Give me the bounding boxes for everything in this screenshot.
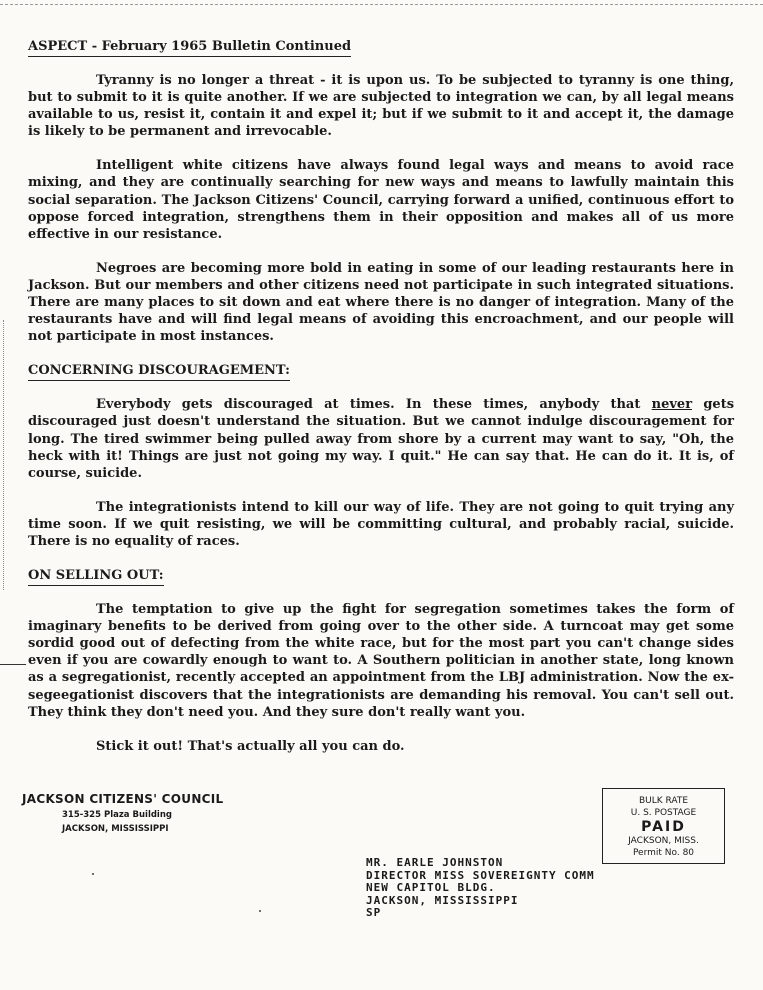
paragraph-integrationists: The integrationists intend to kill our way of life. They are not going to quit trying any time soon. If we quit resisting, we will be committing cultural, and probably racial, suicide. There is no equality of races. (28, 499, 734, 549)
address-line: JACKSON, MISSISSIPPI (366, 893, 519, 907)
bulletin-title: ASPECT - February 1965 Bulletin Continued (28, 38, 351, 57)
indicia-line: BULK RATE (638, 796, 689, 806)
indicia-paid: PAID (641, 819, 686, 835)
text-run: Everybody gets discouraged at times. In these times, anybody that (96, 397, 641, 413)
postage-indicia (602, 788, 725, 864)
margin-mark (0, 664, 26, 665)
section-heading-discouragement: CONCERNING DISCOURAGEMENT: (28, 362, 290, 381)
sender-block (22, 792, 224, 834)
address-line: MR. EARLE JOHNSTON (366, 856, 504, 869)
paragraph-closing: Stick it out! That's actually all you can do. (96, 738, 405, 754)
title-row (28, 38, 734, 55)
address-line: NEW CAPITOL BLDG. (366, 881, 496, 894)
top-border-rule (0, 4, 763, 5)
spacer (28, 379, 734, 396)
indicia-line: Permit No. 80 (632, 848, 695, 858)
address-line: DIRECTOR MISS SOVEREIGNTY COMM (366, 868, 595, 882)
spacer (28, 584, 734, 601)
scan-speck (259, 910, 261, 912)
sender-address-line: 315-325 Plaza Building (62, 810, 172, 820)
paragraph-separation: Intelligent white citizens have always found legal ways and means to avoid race mixing, and they are continually searching for new ways and means to lawfully maintain this social separation. The Jackson Citizens' Council, carrying forward a unified, continuous effort to oppose forced integration, strengthens them in their opposition and makes all of us more effective in our resistance. (28, 158, 734, 242)
scan-speck (92, 873, 94, 875)
margin-rule (3, 320, 4, 590)
text-run: gets discouraged just doesn't understand the situation. But we cannot indulge discouragement for long. The tired swimmer being pulled away from shore by a current may want to say, "Oh, the heck with it! Things are just not going my way. I quit." He can say that. He can do it. It is, of course, suicide. (28, 397, 735, 481)
recipient-address-label (366, 857, 595, 920)
sender-name: JACKSON CITIZENS' COUNCIL (22, 792, 224, 806)
underlined-word: never (651, 397, 693, 413)
address-line: SP (366, 906, 382, 919)
section-heading-row (28, 362, 734, 379)
section-heading-row (28, 567, 734, 584)
spacer (28, 55, 734, 72)
indicia-line: JACKSON, MISS. (628, 836, 699, 846)
paragraph-turncoat: The temptation to give up the fight for segregation sometimes takes the form of imaginary benefits to be derived from going over to the other side. A turncoat may get some sordid good out of defecting from the white race, but for the most part you can't change sides even if you are cowardly enough to want to. A Southern politician in another state, long known as a segregationist, recently accepted an appointment from the LBJ administration. Now the ex-segeegationist discovers that the integrationists are demanding his removal. You can't sell out. They think they don't need you. And they sure don't really want you. (28, 602, 734, 720)
paragraph-discouraged (28, 396, 734, 481)
indicia-line: U. S. POSTAGE (630, 808, 697, 818)
bulletin-page (28, 38, 734, 772)
paragraph-tyranny: Tyranny is no longer a threat - it is upon us. To be subjected to tyranny is one thing, but to submit to it is quite another. If we are subjected to integration we can, by all legal means available to us, resist it, contain it and expel it; but if we submit to it and accept it, the damage is likely to be permanent and irrevocable. (28, 73, 734, 140)
section-heading-selling-out: ON SELLING OUT: (28, 567, 164, 586)
paragraph-restaurants: Negroes are becoming more bold in eating in some of our leading restaurants here in Jackson. But our members and other citizens need not participate in such integrated situations. There are many places to sit down and eat where there is no danger of integration. Many of the restaurants have and will find legal means of avoiding this encroachment, and our people will not participate in most instances. (28, 260, 734, 345)
sender-city-line: JACKSON, MISSISSIPPI (62, 824, 169, 834)
